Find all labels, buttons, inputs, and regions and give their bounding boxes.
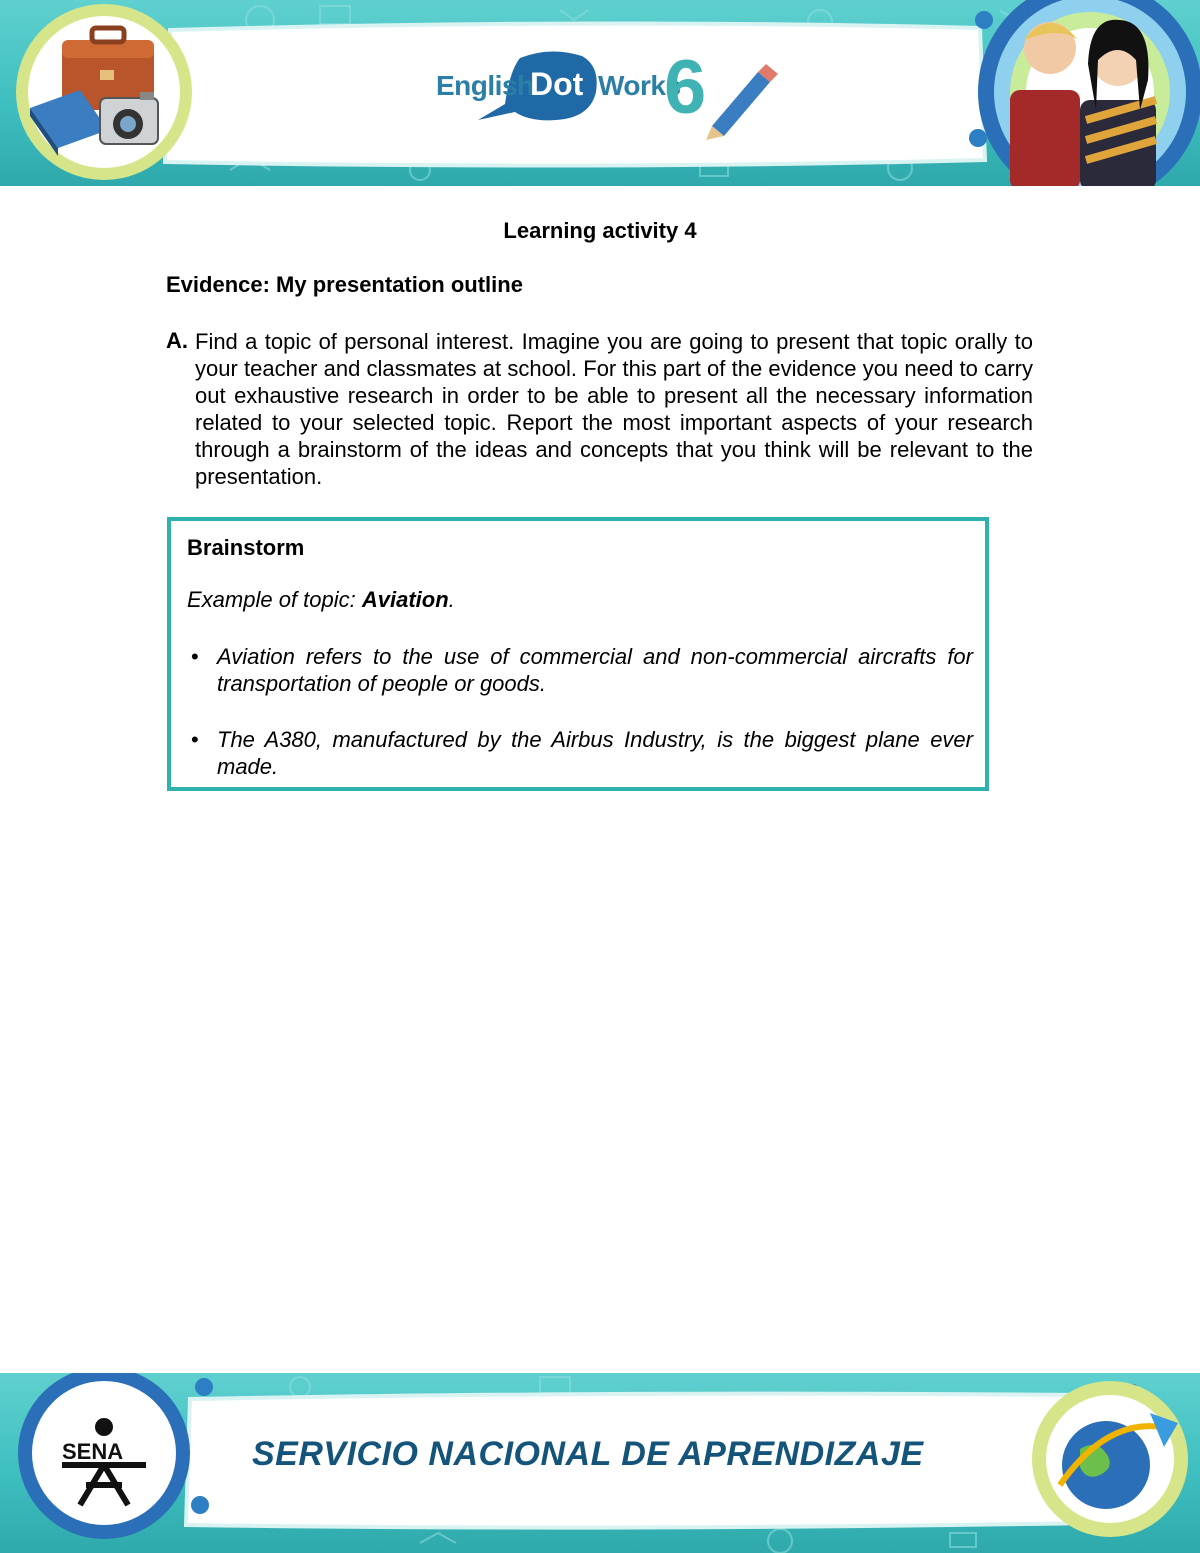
list-item xyxy=(187,726,973,780)
example-prefix: Example of topic: xyxy=(187,587,362,612)
list-item xyxy=(187,643,973,697)
sena-logo-text: SENA xyxy=(62,1439,124,1464)
logo-works: Works xyxy=(598,70,681,101)
section-a-label: A. xyxy=(166,328,188,353)
briefcase-camera-badge xyxy=(16,4,192,180)
page-title: Learning activity 4 xyxy=(503,218,697,243)
header-banner-art xyxy=(0,0,1200,186)
example-topic: Aviation xyxy=(361,587,449,612)
evidence-heading: Evidence: My presentation outline xyxy=(166,272,523,297)
header-banner xyxy=(0,0,1200,186)
section-a-text: Find a topic of personal interest. Imagine you are going to present that topic orally to your teacher and classmates at school. For this part of the evidence you need to carry out exhaustive research in order to be able to present all the necessary information related to your selected topic. Report the most important aspects of your research through a brainstorm of the ideas and concepts that you think will be relevant to the presentation. xyxy=(195,329,1033,489)
brainstorm-box xyxy=(167,517,989,791)
students-illustration xyxy=(978,0,1200,186)
logo-english: English xyxy=(436,70,534,101)
footer-banner xyxy=(0,1373,1200,1553)
globe-icon xyxy=(1032,1381,1188,1537)
logo-number: 6 xyxy=(664,45,707,130)
brainstorm-example xyxy=(187,587,455,613)
bullet-text: Aviation refers to the use of commercial and non-commercial aircrafts for transportation of people or goods. xyxy=(217,644,973,696)
footer-title: SERVICIO NACIONAL DE APRENDIZAJE xyxy=(252,1435,924,1473)
bullet-icon: • xyxy=(191,644,199,669)
brainstorm-title: Brainstorm xyxy=(187,535,305,560)
logo-dot: Dot xyxy=(530,66,584,102)
bullet-text: The A380, manufactured by the Airbus Industry, is the biggest plane ever made. xyxy=(217,727,973,779)
bullet-icon: • xyxy=(191,727,199,752)
example-suffix: . xyxy=(448,587,455,612)
camera-icon xyxy=(100,92,158,144)
